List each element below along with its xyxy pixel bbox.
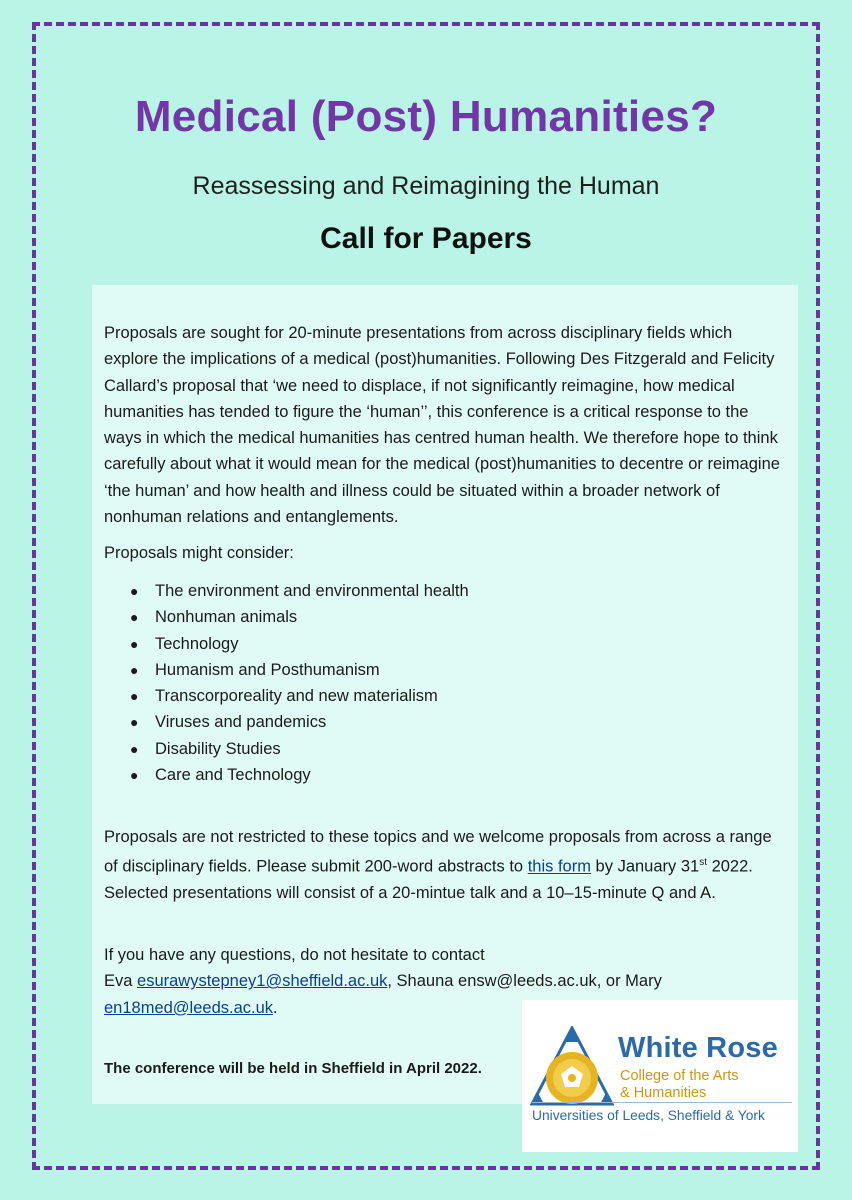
list-item: ● Nonhuman animals xyxy=(104,604,469,630)
bullet-icon: ● xyxy=(130,661,139,678)
bullet-icon: ● xyxy=(130,740,139,757)
logo-divider xyxy=(532,1102,792,1103)
bullet-icon: ● xyxy=(130,688,139,705)
contact-paragraph: If you have any questions, do not hesitate to contact Eva esurawystepney1@sheffield.ac.uk, Shauna ensw@leeds.ac.uk, or Mary en18med@leeds.ac.uk. xyxy=(104,946,662,1017)
mary-email-link[interactable]: en18med@leeds.ac.uk xyxy=(104,998,274,1017)
closing-note: The conference will be held in Sheffield in April 2022. xyxy=(104,1060,482,1077)
list-item: ● Disability Studies xyxy=(104,736,469,762)
list-item: ● The environment and environmental health xyxy=(104,578,469,604)
call-for-papers-heading: Call for Papers xyxy=(320,222,532,255)
white-rose-logo xyxy=(522,1000,798,1152)
page-title: Medical (Post) Humanities? xyxy=(134,92,718,141)
logo-universities: Universities of Leeds, Sheffield & York xyxy=(532,1108,765,1123)
bullet-icon: ● xyxy=(130,767,139,784)
list-item: ● Viruses and pandemics xyxy=(104,709,469,735)
page-subtitle: Reassessing and Reimagining the Human xyxy=(192,172,660,200)
eva-email-link[interactable]: esurawystepney1@sheffield.ac.uk xyxy=(137,972,388,991)
bullet-icon: ● xyxy=(130,714,139,731)
list-item: ● Transcorporeality and new materialism xyxy=(104,683,469,709)
submission-form-link[interactable]: this form xyxy=(527,857,591,876)
list-item: ● Technology xyxy=(104,631,469,657)
bullet-icon: ● xyxy=(130,635,139,652)
logo-name: White Rose xyxy=(618,1032,778,1064)
submission-paragraph: Proposals are not restricted to these topics and we welcome proposals from across a range of disciplinary fields. Please submit 200-word abstracts to this form by January 31st 2022. Selected presentations will consist of a 20-mintue talk and a 10–15-minute Q and A. xyxy=(104,828,772,903)
intro-paragraph: Proposals are sought for 20-minute presentations from across disciplinary fields which explore the implications of a medical (post)humanities. Following Des Fitzgerald and Felicity Callard’s proposal that ‘we need to displace, if not significantly reimagine, how medical humanities has tended to figure the ‘human’’, this conference is a critical response to the ways in which the medical humanities has centred human health. We therefore hope to think carefully about what it would mean for the medical (post)humanities to decentre or reimagine ‘the human’ and how health and illness could be situated within a broader network of nonhuman relations and entanglements. xyxy=(104,324,780,527)
list-item: ● Humanism and Posthumanism xyxy=(104,657,469,683)
list-item: ● Care and Technology xyxy=(104,762,469,788)
bullet-icon: ● xyxy=(130,583,139,599)
topics-list xyxy=(104,578,469,788)
bullet-icon: ● xyxy=(130,609,139,626)
rose-emblem-icon xyxy=(530,1026,614,1110)
logo-college: College of the Arts & Humanities xyxy=(620,1068,739,1101)
topics-intro: Proposals might consider: xyxy=(104,544,294,562)
